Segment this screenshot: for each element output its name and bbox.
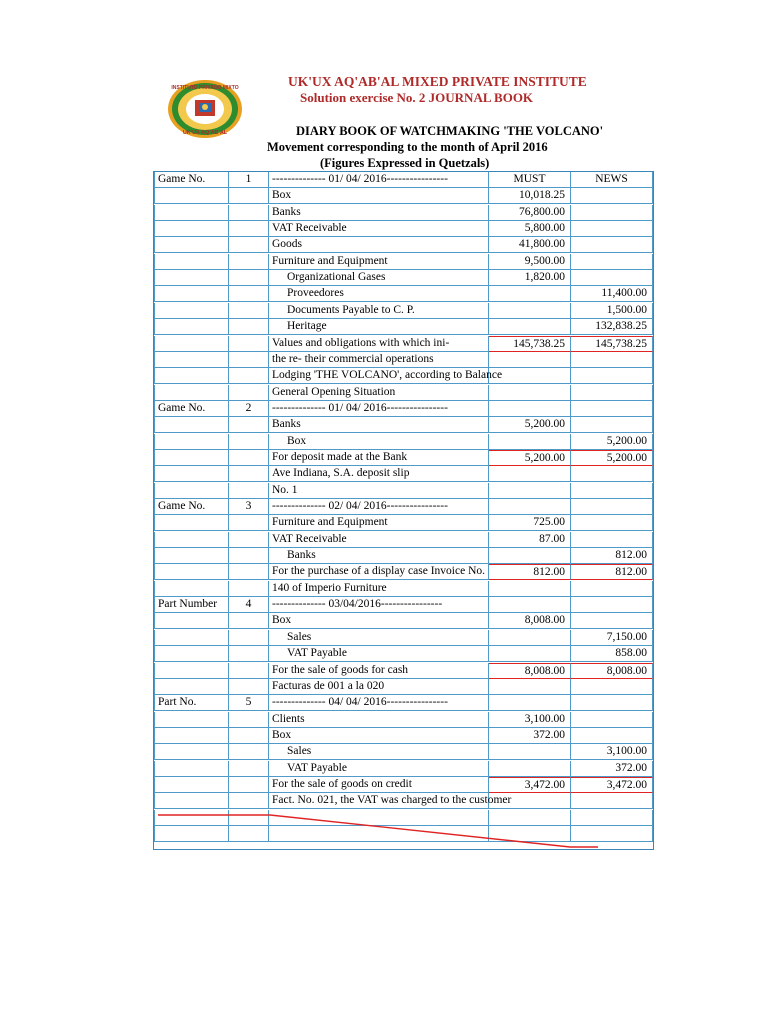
entry-label <box>154 793 229 809</box>
account-description: Furniture and Equipment <box>269 515 489 531</box>
must-amount: 10,018.25 <box>489 188 571 204</box>
journal-subtitle: Movement corresponding to the month of April 2016 <box>267 140 548 154</box>
entry-number <box>229 221 269 237</box>
news-amount <box>571 712 653 728</box>
must-amount: 87.00 <box>489 532 571 548</box>
entry-number <box>229 368 269 384</box>
entry-label <box>154 532 229 548</box>
news-amount <box>571 695 653 711</box>
entry-number <box>229 744 269 760</box>
account-description: -------------- 03/04/2016---------------- <box>269 597 489 613</box>
news-amount <box>571 532 653 548</box>
news-amount: 1,500.00 <box>571 303 653 319</box>
account-description: For the purchase of a display case Invoice No. <box>269 564 489 580</box>
account-description: -------------- 01/ 04/ 2016---------------- <box>269 401 489 417</box>
must-amount <box>489 483 571 499</box>
must-amount <box>489 466 571 482</box>
entry-label <box>154 286 229 302</box>
must-amount <box>489 286 571 302</box>
must-amount <box>489 810 571 826</box>
entry-number <box>229 777 269 793</box>
news-amount: NEWS <box>571 172 653 188</box>
entry-number: 4 <box>229 597 269 613</box>
must-amount <box>489 581 571 597</box>
entry-number <box>229 646 269 662</box>
entry-label <box>154 303 229 319</box>
entry-label <box>154 515 229 531</box>
must-amount: 372.00 <box>489 728 571 744</box>
entry-number <box>229 630 269 646</box>
table-row <box>154 385 653 401</box>
entry-number <box>229 728 269 744</box>
table-row <box>154 695 653 711</box>
account-description: Ave Indiana, S.A. deposit slip <box>269 466 489 482</box>
entry-number <box>229 793 269 809</box>
entry-label <box>154 205 229 221</box>
entry-label <box>154 254 229 270</box>
must-amount: 3,472.00 <box>489 777 571 793</box>
news-amount <box>571 417 653 433</box>
must-amount: 41,800.00 <box>489 237 571 253</box>
news-amount: 145,738.25 <box>571 336 653 352</box>
news-amount: 11,400.00 <box>571 286 653 302</box>
entry-label <box>154 581 229 597</box>
table-row <box>154 581 653 597</box>
account-description: Box <box>269 613 489 629</box>
news-amount: 812.00 <box>571 548 653 564</box>
table-row <box>154 254 653 270</box>
account-description: VAT Payable <box>269 646 489 662</box>
news-amount: 5,200.00 <box>571 434 653 450</box>
news-amount <box>571 728 653 744</box>
account-description: VAT Receivable <box>269 221 489 237</box>
entry-label <box>154 237 229 253</box>
entry-label <box>154 450 229 466</box>
account-description: VAT Receivable <box>269 532 489 548</box>
news-amount <box>571 385 653 401</box>
must-amount <box>489 793 571 809</box>
entry-label <box>154 336 229 352</box>
entry-label <box>154 613 229 629</box>
must-amount <box>489 744 571 760</box>
table-row <box>154 499 653 515</box>
journal-title: DIARY BOOK OF WATCHMAKING 'THE VOLCANO' <box>296 124 604 138</box>
news-amount <box>571 352 653 368</box>
table-row <box>154 336 653 352</box>
account-description <box>269 810 489 826</box>
table-row <box>154 597 653 613</box>
must-amount <box>489 303 571 319</box>
entry-label: Game No. <box>154 172 229 188</box>
account-description: 140 of Imperio Furniture <box>269 581 489 597</box>
must-amount <box>489 646 571 662</box>
figures-note: (Figures Expressed in Quetzals) <box>320 156 490 170</box>
table-row <box>154 548 653 564</box>
account-description: Banks <box>269 548 489 564</box>
entry-label: Part Number <box>154 597 229 613</box>
news-amount <box>571 466 653 482</box>
news-amount: 5,200.00 <box>571 450 653 466</box>
table-row <box>154 466 653 482</box>
entry-label: Part No. <box>154 695 229 711</box>
entry-number <box>229 286 269 302</box>
table-row <box>154 434 653 450</box>
news-amount <box>571 221 653 237</box>
entry-label <box>154 368 229 384</box>
must-amount: 1,820.00 <box>489 270 571 286</box>
table-row <box>154 319 653 335</box>
account-description: -------------- 02/ 04/ 2016---------------- <box>269 499 489 515</box>
news-amount <box>571 270 653 286</box>
entry-number <box>229 417 269 433</box>
table-row <box>154 646 653 662</box>
entry-label <box>154 564 229 580</box>
entry-label <box>154 646 229 662</box>
account-description: Banks <box>269 205 489 221</box>
table-row <box>154 450 653 466</box>
entry-label <box>154 385 229 401</box>
news-amount <box>571 401 653 417</box>
account-description: Heritage <box>269 319 489 335</box>
news-amount <box>571 205 653 221</box>
entry-label <box>154 319 229 335</box>
entry-number <box>229 270 269 286</box>
news-amount <box>571 237 653 253</box>
account-description: For the sale of goods on credit <box>269 777 489 793</box>
table-row <box>154 286 653 302</box>
must-amount <box>489 499 571 515</box>
table-row <box>154 352 653 368</box>
account-description: For the sale of goods for cash <box>269 663 489 679</box>
table-row <box>154 744 653 760</box>
entry-label <box>154 417 229 433</box>
entry-label <box>154 712 229 728</box>
table-row <box>154 205 653 221</box>
institute-name: UK'UX AQ'AB'AL MIXED PRIVATE INSTITUTE <box>288 74 587 89</box>
news-amount <box>571 254 653 270</box>
news-amount: 8,008.00 <box>571 663 653 679</box>
entry-label: Game No. <box>154 401 229 417</box>
entry-label <box>154 810 229 826</box>
table-row <box>154 270 653 286</box>
entry-number <box>229 483 269 499</box>
entry-label <box>154 826 229 842</box>
table-row <box>154 401 653 417</box>
news-amount <box>571 613 653 629</box>
entry-number <box>229 303 269 319</box>
entry-number <box>229 237 269 253</box>
entry-number <box>229 385 269 401</box>
table-row <box>154 810 653 826</box>
svg-text:INSTITUTO PRIVADO MIXTO: INSTITUTO PRIVADO MIXTO <box>171 85 239 91</box>
institute-logo <box>166 78 244 140</box>
table-row <box>154 368 653 384</box>
account-description: Lodging 'THE VOLCANO', according to Balance <box>269 368 489 384</box>
table-header-row <box>154 172 653 188</box>
entry-number: 2 <box>229 401 269 417</box>
table-row <box>154 630 653 646</box>
account-description: Facturas de 001 a la 020 <box>269 679 489 695</box>
must-amount <box>489 761 571 777</box>
entry-number <box>229 826 269 842</box>
must-amount <box>489 368 571 384</box>
must-amount: 9,500.00 <box>489 254 571 270</box>
entry-label <box>154 777 229 793</box>
entry-label <box>154 679 229 695</box>
account-description <box>269 826 489 842</box>
account-description: Clients <box>269 712 489 728</box>
table-row <box>154 564 653 580</box>
entry-label <box>154 221 229 237</box>
account-description: Banks <box>269 417 489 433</box>
entry-number <box>229 548 269 564</box>
must-amount <box>489 597 571 613</box>
entry-label <box>154 434 229 450</box>
news-amount <box>571 188 653 204</box>
must-amount <box>489 679 571 695</box>
news-amount <box>571 581 653 597</box>
entry-label <box>154 483 229 499</box>
entry-number <box>229 564 269 580</box>
table-row <box>154 793 653 809</box>
must-amount <box>489 319 571 335</box>
news-amount: 132,838.25 <box>571 319 653 335</box>
must-amount: 5,800.00 <box>489 221 571 237</box>
svg-text:UK'UX AQ'AB'AL: UK'UX AQ'AB'AL <box>182 130 228 136</box>
table-row <box>154 712 653 728</box>
account-description: Proveedores <box>269 286 489 302</box>
entry-label <box>154 270 229 286</box>
news-amount: 7,150.00 <box>571 630 653 646</box>
entry-number <box>229 515 269 531</box>
account-description: Organizational Gases <box>269 270 489 286</box>
entry-number <box>229 254 269 270</box>
entry-number <box>229 205 269 221</box>
entry-number <box>229 761 269 777</box>
must-amount: 725.00 <box>489 515 571 531</box>
entry-number: 3 <box>229 499 269 515</box>
table-row <box>154 613 653 629</box>
news-amount <box>571 679 653 695</box>
account-description: General Opening Situation <box>269 385 489 401</box>
account-description: Goods <box>269 237 489 253</box>
table-row <box>154 532 653 548</box>
must-amount <box>489 695 571 711</box>
table-row <box>154 761 653 777</box>
exercise-title: Solution exercise No. 2 JOURNAL BOOK <box>300 90 534 105</box>
must-amount <box>489 826 571 842</box>
must-amount <box>489 385 571 401</box>
table-row <box>154 663 653 679</box>
account-description: Box <box>269 434 489 450</box>
entry-number <box>229 319 269 335</box>
account-description: For deposit made at the Bank <box>269 450 489 466</box>
news-amount: 372.00 <box>571 761 653 777</box>
entry-label <box>154 188 229 204</box>
account-description: Sales <box>269 744 489 760</box>
must-amount <box>489 548 571 564</box>
must-amount: 8,008.00 <box>489 613 571 629</box>
entry-number: 5 <box>229 695 269 711</box>
account-description: Documents Payable to C. P. <box>269 303 489 319</box>
must-amount <box>489 352 571 368</box>
must-amount: 76,800.00 <box>489 205 571 221</box>
news-amount <box>571 793 653 809</box>
entry-number <box>229 466 269 482</box>
entry-number <box>229 188 269 204</box>
news-amount <box>571 499 653 515</box>
account-description: Sales <box>269 630 489 646</box>
news-amount <box>571 483 653 499</box>
must-amount <box>489 401 571 417</box>
entry-label <box>154 630 229 646</box>
news-amount: 812.00 <box>571 564 653 580</box>
entry-label <box>154 663 229 679</box>
must-amount: 5,200.00 <box>489 417 571 433</box>
entry-number <box>229 581 269 597</box>
news-amount <box>571 597 653 613</box>
entry-number <box>229 450 269 466</box>
entry-label <box>154 744 229 760</box>
account-description: No. 1 <box>269 483 489 499</box>
table-row <box>154 237 653 253</box>
table-row <box>154 417 653 433</box>
must-amount <box>489 630 571 646</box>
entry-number: 1 <box>229 172 269 188</box>
news-amount <box>571 368 653 384</box>
entry-number <box>229 434 269 450</box>
entry-number <box>229 712 269 728</box>
must-amount: MUST <box>489 172 571 188</box>
must-amount: 5,200.00 <box>489 450 571 466</box>
account-description: Values and obligations with which ini- <box>269 336 489 352</box>
account-description: Fact. No. 021, the VAT was charged to the customer <box>269 793 489 809</box>
news-amount: 858.00 <box>571 646 653 662</box>
entry-label <box>154 761 229 777</box>
entry-number <box>229 352 269 368</box>
entry-label: Game No. <box>154 499 229 515</box>
entry-label <box>154 352 229 368</box>
table-row <box>154 303 653 319</box>
must-amount: 8,008.00 <box>489 663 571 679</box>
entry-number <box>229 663 269 679</box>
must-amount: 145,738.25 <box>489 336 571 352</box>
news-amount <box>571 810 653 826</box>
news-amount: 3,100.00 <box>571 744 653 760</box>
account-description: -------------- 01/ 04/ 2016---------------- <box>269 172 489 188</box>
table-row <box>154 221 653 237</box>
entry-label <box>154 466 229 482</box>
news-amount <box>571 515 653 531</box>
must-amount: 812.00 <box>489 564 571 580</box>
table-row <box>154 188 653 204</box>
table-row <box>154 777 653 793</box>
entry-number <box>229 679 269 695</box>
account-description: the re- their commercial operations <box>269 352 489 368</box>
entry-label <box>154 728 229 744</box>
entry-label <box>154 548 229 564</box>
entry-number <box>229 336 269 352</box>
account-description: Box <box>269 188 489 204</box>
news-amount <box>571 826 653 842</box>
table-row <box>154 826 653 842</box>
account-description: Furniture and Equipment <box>269 254 489 270</box>
account-description: Box <box>269 728 489 744</box>
must-amount <box>489 434 571 450</box>
journal-table <box>153 171 654 850</box>
must-amount: 3,100.00 <box>489 712 571 728</box>
table-row <box>154 728 653 744</box>
account-description: VAT Payable <box>269 761 489 777</box>
table-row <box>154 515 653 531</box>
entry-number <box>229 613 269 629</box>
news-amount: 3,472.00 <box>571 777 653 793</box>
entry-number <box>229 810 269 826</box>
table-row <box>154 679 653 695</box>
entry-number <box>229 532 269 548</box>
table-row <box>154 483 653 499</box>
account-description: -------------- 04/ 04/ 2016---------------- <box>269 695 489 711</box>
